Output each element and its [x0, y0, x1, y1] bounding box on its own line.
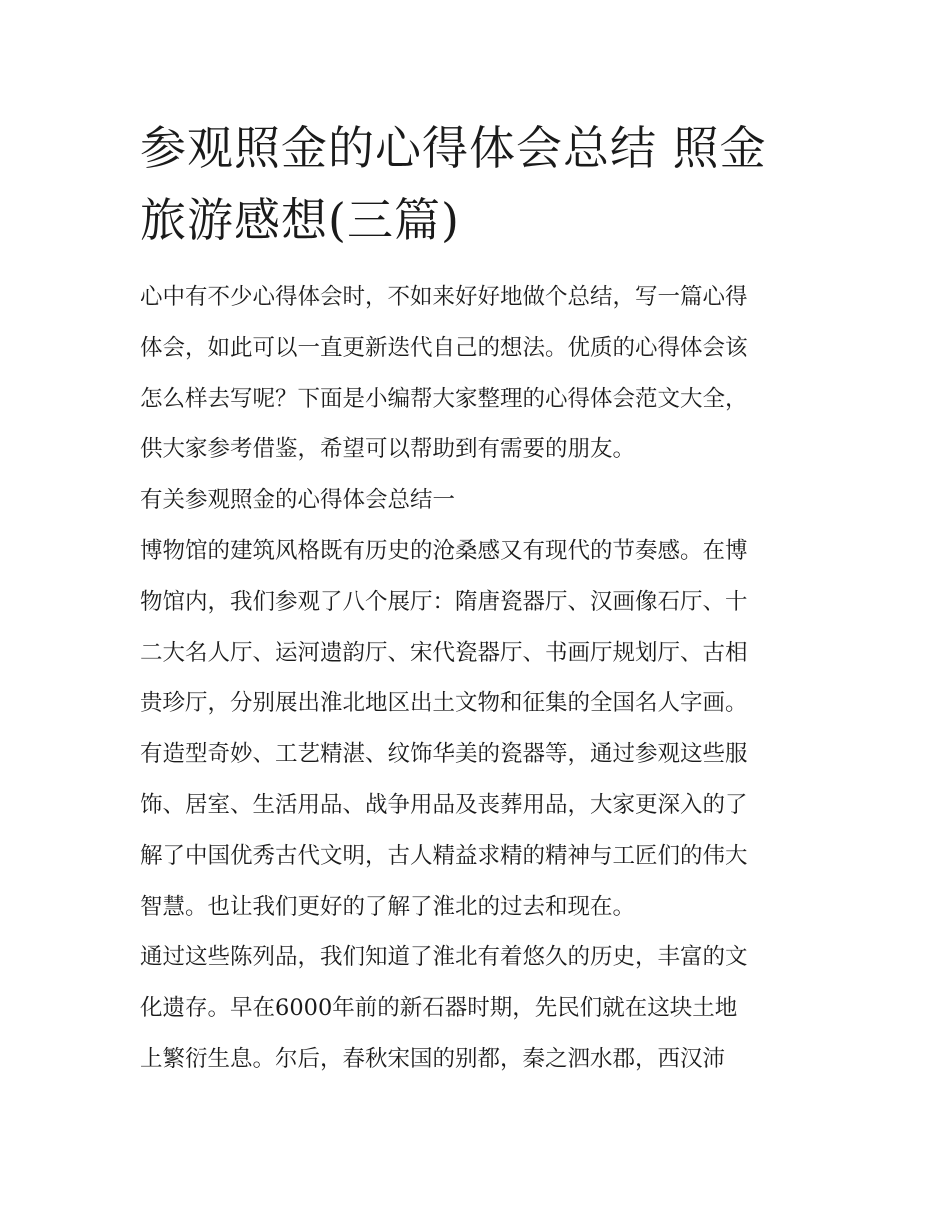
- text-line: 有造型奇妙、工艺精湛、纹饰华美的瓷器等，通过参观这些服: [140, 741, 748, 768]
- history-paragraph: [140, 932, 812, 1084]
- text-line: 上繁衍生息。尔后，春秋宋国的别都，秦之泗水郡，西汉沛: [140, 1045, 726, 1072]
- title-line: 旅游感想(三篇): [140, 193, 460, 247]
- text-line: 智慧。也让我们更好的了解了淮北的过去和现在。: [140, 893, 636, 920]
- text-line: 物馆内，我们参观了八个展厅：隋唐瓷器厅、汉画像石厅、十: [140, 588, 748, 615]
- document-body: [140, 272, 812, 1085]
- text-line: 体会，如此可以一直更新迭代自己的想法。优质的心得体会该: [140, 334, 748, 361]
- text-line: 博物馆的建筑风格既有历史的沧桑感又有现代的节奏感。在博: [140, 537, 748, 564]
- document-page: [140, 112, 812, 1085]
- text-line: 通过这些陈列品，我们知道了淮北有着悠久的历史，丰富的文: [140, 944, 748, 971]
- text-line: 解了中国优秀古代文明，古人精益求精的精神与工匠们的伟大: [140, 842, 748, 869]
- section-heading: [140, 475, 812, 526]
- text-line: 有关参观照金的心得体会总结一: [140, 487, 456, 514]
- document-title: [140, 112, 812, 256]
- text-line: 心中有不少心得体会时，不如来好好地做个总结，写一篇心得: [140, 284, 748, 310]
- text-line: 怎么样去写呢？下面是小编帮大家整理的心得体会范文大全，: [140, 385, 748, 412]
- text-line: 二大名人厅、运河遗韵厅、宋代瓷器厅、书画厅规划厅、古相: [140, 639, 748, 666]
- text-line: 贵珍厅，分别展出淮北地区出土文物和征集的全国名人字画。: [140, 690, 748, 717]
- intro-paragraph: [140, 272, 812, 475]
- title-line: 参观照金的心得体会总结 照金: [140, 121, 767, 175]
- museum-paragraph: [140, 526, 812, 932]
- text-line: 供大家参考借鉴，希望可以帮助到有需要的朋友。: [140, 436, 636, 463]
- text-line: 化遗存。早在6000年前的新石器时期，先民们就在这块土地: [140, 995, 738, 1022]
- text-line: 饰、居室、生活用品、战争用品及丧葬用品，大家更深入的了: [140, 791, 748, 818]
